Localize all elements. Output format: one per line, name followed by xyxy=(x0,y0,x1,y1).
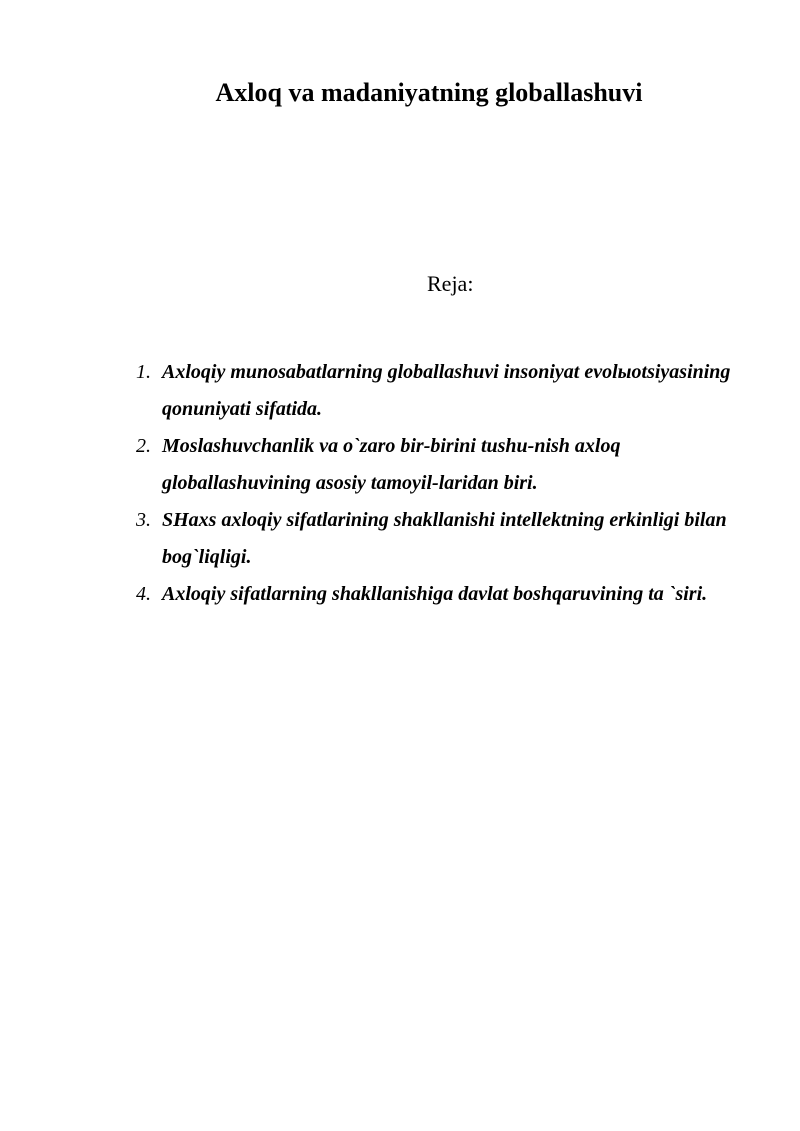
plan-item-3 xyxy=(132,502,732,576)
plan-item-text: Axloqiy sifatlarning shakllanishiga davlat boshqaruvining ta `siri. xyxy=(162,583,708,605)
plan-list xyxy=(132,354,732,613)
page-title: Axloq va madaniyatning globallashuvi xyxy=(215,78,643,107)
plan-item-text: Moslashuvchanlik va o`zaro bir-birini tushu-nish axloq globallashuvining asosiy tamoyil-laridan biri. xyxy=(162,435,621,494)
plan-item-number: 2. xyxy=(136,435,151,457)
plan-item-text: Axloqiy munosabatlarning globallashuvi insoniyat evolыotsiyasining qonuniyati sifatida. xyxy=(162,361,731,420)
plan-heading: Reja: xyxy=(427,271,474,296)
plan-item-text: SHaxs axloqiy sifatlarining shakllanishi intellektning erkinligi bilan bog`liqligi. xyxy=(162,509,727,568)
plan-item-2 xyxy=(132,428,732,502)
plan-item-4 xyxy=(132,576,732,613)
plan-item-number: 4. xyxy=(136,583,151,605)
plan-item-1 xyxy=(132,354,732,428)
plan-item-number: 1. xyxy=(136,361,151,383)
plan-item-number: 3. xyxy=(136,509,151,531)
